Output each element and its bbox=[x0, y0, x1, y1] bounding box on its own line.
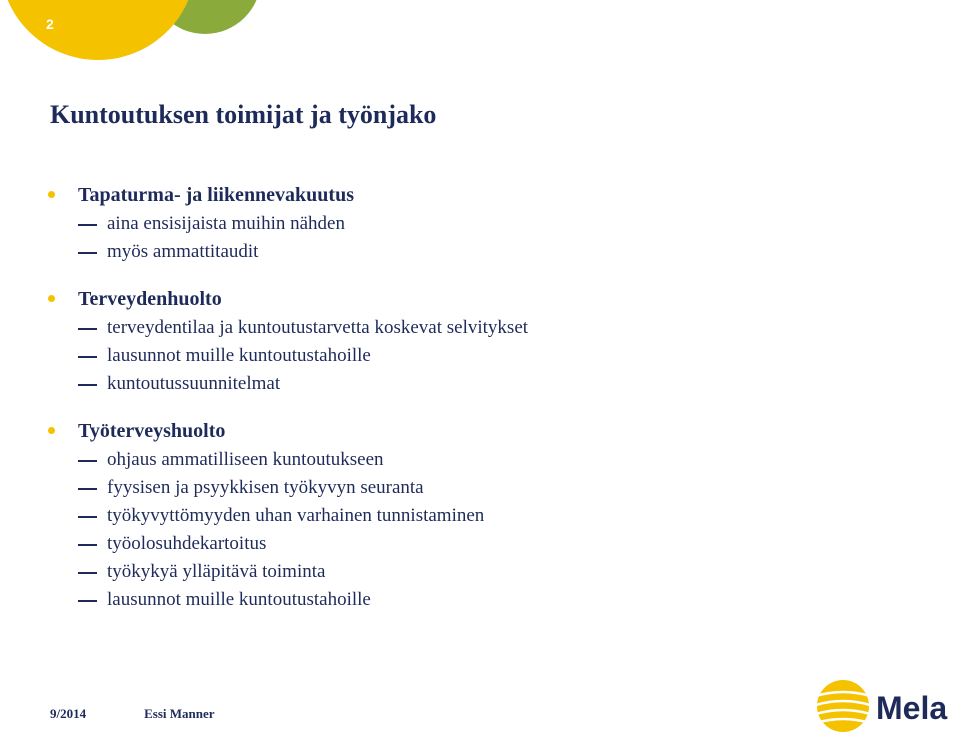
footer-author: Essi Manner bbox=[144, 706, 215, 721]
dash-icon bbox=[78, 488, 97, 490]
list-item-text: työkykyä ylläpitävä toiminta bbox=[107, 561, 326, 582]
sun-stripes-icon bbox=[816, 680, 870, 732]
list-item bbox=[48, 446, 908, 474]
dash-icon bbox=[78, 544, 97, 546]
section-heading: Työterveyshuolto bbox=[78, 420, 226, 442]
dash-icon bbox=[78, 516, 97, 518]
section-heading: Terveydenhuolto bbox=[78, 288, 222, 310]
list-item-text: ohjaus ammatilliseen kuntoutukseen bbox=[107, 449, 384, 470]
list-item-text: terveydentilaa ja kuntoutustarvetta koskevat selvitykset bbox=[107, 317, 529, 338]
list-item-text: työolosuhdekartoitus bbox=[107, 533, 267, 554]
footer-date: 9/2014 bbox=[50, 706, 87, 721]
list-item-text: lausunnot muille kuntoutustahoille bbox=[107, 589, 371, 610]
list-item-text: myös ammattitaudit bbox=[107, 241, 259, 262]
list-item bbox=[48, 530, 908, 558]
dash-icon bbox=[78, 356, 97, 358]
list-item-text: kuntoutussuunnitelmat bbox=[107, 373, 281, 394]
list-item-text: lausunnot muille kuntoutustahoille bbox=[107, 345, 371, 366]
list-item bbox=[48, 314, 908, 342]
list-item bbox=[48, 210, 908, 238]
list-item bbox=[48, 370, 908, 398]
dash-icon bbox=[78, 572, 97, 574]
list-item-text: fyysisen ja psyykkisen työkyvyn seuranta bbox=[107, 477, 424, 498]
slide-content bbox=[48, 180, 908, 632]
yellow-circle bbox=[0, 0, 196, 60]
section-tyoterveyshuolto bbox=[48, 416, 908, 614]
list-item-text: työkyvyttömyyden uhan varhainen tunnistaminen bbox=[107, 505, 485, 526]
bullet-icon bbox=[48, 427, 55, 434]
section-tapaturma bbox=[48, 180, 908, 266]
logo-text: Mela bbox=[876, 690, 948, 726]
section-terveydenhuolto bbox=[48, 284, 908, 398]
list-item bbox=[48, 558, 908, 586]
list-item bbox=[48, 342, 908, 370]
section-heading-row bbox=[48, 416, 908, 446]
section-heading: Tapaturma- ja liikennevakuutus bbox=[78, 184, 354, 206]
dash-icon bbox=[78, 224, 97, 226]
footer bbox=[50, 706, 215, 722]
section-heading-row bbox=[48, 284, 908, 314]
bullet-icon bbox=[48, 191, 55, 198]
list-item-text: aina ensisijaista muihin nähden bbox=[107, 213, 345, 234]
header-decoration bbox=[0, 0, 300, 70]
bullet-icon bbox=[48, 295, 55, 302]
dash-icon bbox=[78, 600, 97, 602]
decorative-circles bbox=[0, 0, 300, 70]
slide-title: Kuntoutuksen toimijat ja työnjako bbox=[50, 100, 437, 129]
list-item bbox=[48, 238, 908, 266]
slide-number: 2 bbox=[46, 16, 54, 32]
list-item bbox=[48, 474, 908, 502]
dash-icon bbox=[78, 252, 97, 254]
list-item bbox=[48, 586, 908, 614]
mela-logo bbox=[816, 678, 960, 734]
dash-icon bbox=[78, 328, 97, 330]
dash-icon bbox=[78, 460, 97, 462]
list-item bbox=[48, 502, 908, 530]
section-heading-row bbox=[48, 180, 908, 210]
dash-icon bbox=[78, 384, 97, 386]
